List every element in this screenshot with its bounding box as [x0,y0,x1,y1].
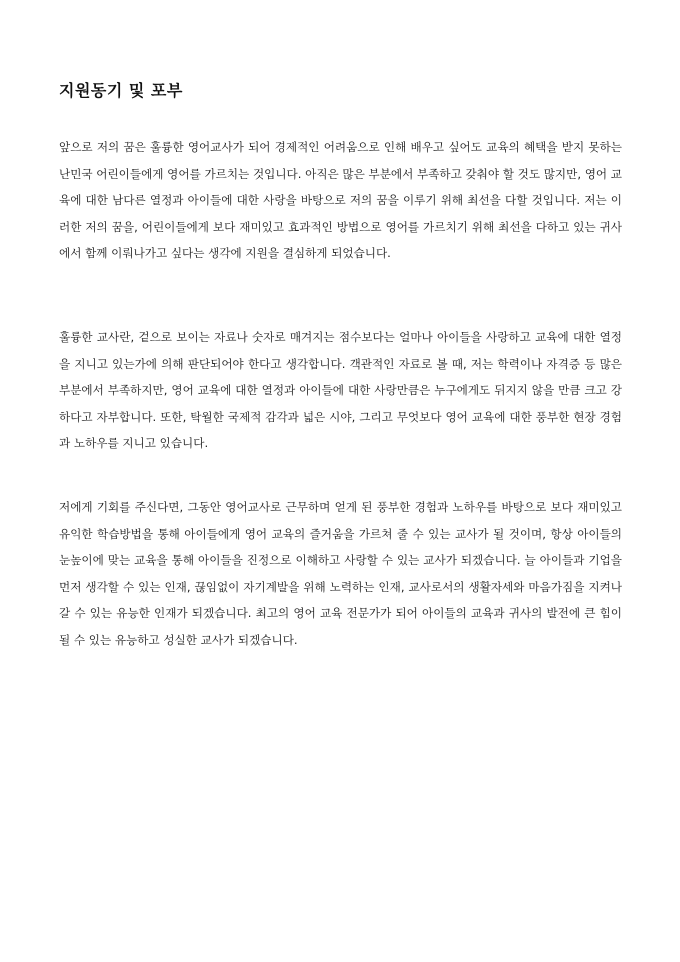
paragraph-motivation: 앞으로 저의 꿈은 훌륭한 영어교사가 되어 경제적인 어려움으로 인해 배우고 싶어도 교육의 혜택을 받지 못하는 난민국 어린이들에게 영어를 가르치는 것입니다. 아직은 많은 부분에서 부족하고 갖춰야 할 것도 많지만, 영어 교육에 대한 남다른 열정과 아이들에 대한 사랑을 바탕으로 저의 꿈을 이루기 위해 최선을 다할 것입니다. 저는 이러한 저의 꿈을, 어린이들에게 보다 재미있고 효과적인 방법으로 영어를 가르치기 위해 최선을 다하고 있는 귀사에서 함께 이뤄나가고 싶다는 생각에 지원을 결심하게 되었습니다. [59,140,622,261]
document-title: 지원동기 및 포부 [59,81,183,100]
paragraph-aspiration: 저에게 기회를 주신다면, 그동안 영어교사로 근무하며 얻게 된 풍부한 경험과 노하우를 바탕으로 보다 재미있고 유익한 학습방법을 통해 아이들에게 영어 교육의 즐거움을 가르쳐 줄 수 있는 교사가 될 것이며, 항상 아이들의 눈높이에 맞는 교육을 통해 아이들을 진정으로 이해하고 사랑할 수 있는 교사가 되겠습니다. 늘 아이들과 기업을 먼저 생각할 수 있는 인재, 끊임없이 자기계발을 위해 노력하는 인재, 교사로서의 생활자세와 마음가짐을 지켜나갈 수 있는 유능한 인재가 되겠습니다. 최고의 영어 교육 전문가가 되어 아이들의 교육과 귀사의 발전에 큰 힘이 될 수 있는 유능하고 성실한 교사가 되겠습니다. [59,500,622,647]
paragraph-teacher-philosophy: 훌륭한 교사란, 겉으로 보이는 자료나 숫자로 매겨지는 점수보다는 얼마나 아이들을 사랑하고 교육에 대한 열정을 지니고 있는가에 의해 판단되어야 한다고 생각합니다. 객관적인 자료로 볼 때, 저는 학력이나 자격증 등 많은 부분에서 부족하지만, 영어 교육에 대한 열정과 아이들에 대한 사랑만큼은 누구에게도 뒤지지 않을 만큼 크고 강하다고 자부합니다. 또한, 탁월한 국제적 감각과 넓은 시야, 그리고 무엇보다 영어 교육에 대한 풍부한 현장 경험과 노하우를 지니고 있습니다. [59,330,622,451]
